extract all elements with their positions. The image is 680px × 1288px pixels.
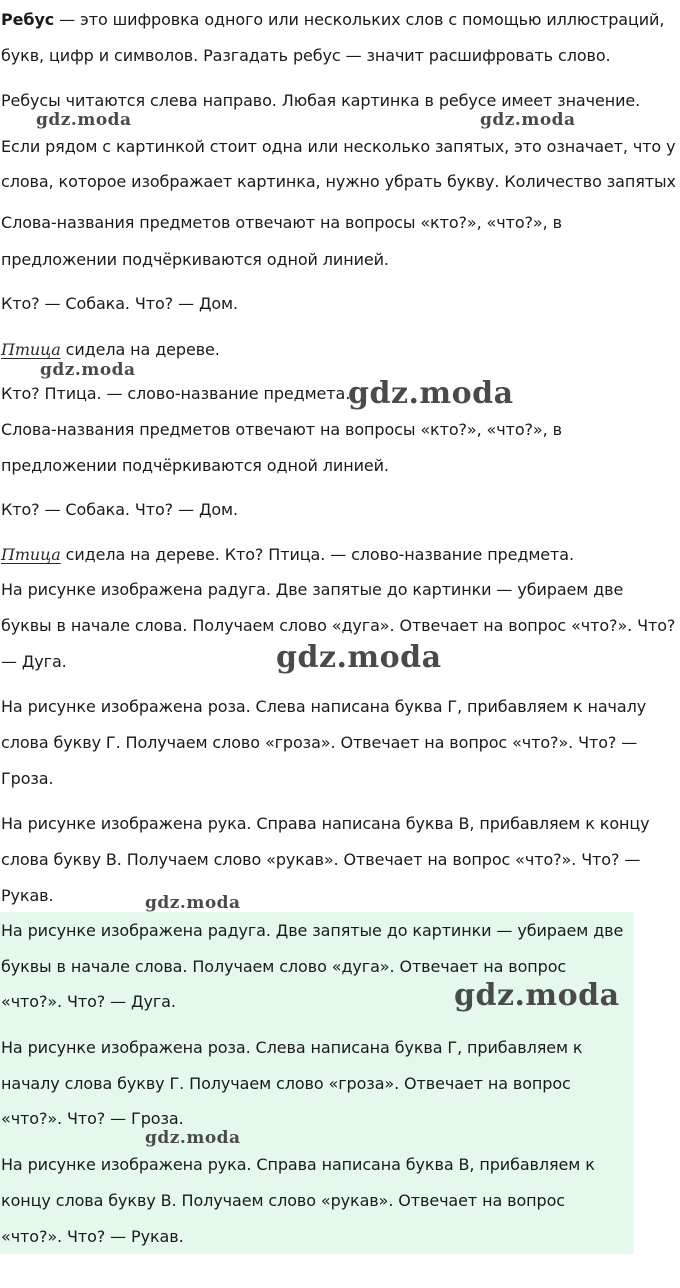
- block2-example: Птица сидела на дереве. Кто? Птица. — слово-название предмета.: [1, 545, 574, 564]
- definition-line-2: букв, цифр и символов. Разгадать ребус — значит расшифровать слово.: [1, 46, 611, 65]
- watermark: gdz.moda: [145, 1128, 241, 1148]
- block1-example: Птица сидела на дереве.: [1, 340, 220, 359]
- underlined-word: Птица: [1, 545, 61, 564]
- block2-line-3: Кто? — Собака. Что? — Дом.: [1, 500, 238, 519]
- definition-line-1: Ребус — это шифровка одного или нескольких слов с помощью иллюстраций,: [1, 10, 665, 29]
- rules-line-2: Если рядом с картинкой стоит одна или несколько запятых, это означает, что у: [1, 137, 676, 156]
- watermark: gdz.moda: [36, 110, 132, 130]
- answer1-line-1: На рисунке изображена радуга. Две запятые до картинки — убираем две: [1, 580, 624, 599]
- highlight3-line-3: «что?». Что? — Рукав.: [1, 1227, 184, 1246]
- rules-line-3: слова, которое изображает картинка, нужно убрать букву. Количество запятых: [1, 172, 676, 191]
- answer3-line-3: Рукав.: [1, 886, 54, 905]
- highlight1-line-2: буквы в начале слова. Получаем слово «дуга». Отвечает на вопрос: [1, 957, 567, 976]
- highlight3-line-1: На рисунке изображена рука. Справа написана буква В, прибавляем к: [1, 1155, 595, 1174]
- answer1-line-2: буквы в начале слова. Получаем слово «дуга». Отвечает на вопрос «что?». Что?: [1, 616, 676, 635]
- highlight1-line-1: На рисунке изображена радуга. Две запятые до картинки — убираем две: [1, 921, 624, 940]
- watermark: gdz.moda: [40, 360, 136, 380]
- answer3-line-1: На рисунке изображена рука. Справа написана буква В, прибавляем к концу: [1, 814, 650, 833]
- block1-line-5: Кто? Птица. — слово-название предмета.: [1, 384, 351, 403]
- watermark: gdz.moda: [145, 893, 241, 913]
- block1-line-1: Слова-названия предметов отвечают на вопросы «кто?», «что?», в: [1, 213, 562, 232]
- highlight2-line-3: «что?». Что? — Гроза.: [1, 1109, 184, 1128]
- watermark: gdz.moda: [454, 978, 620, 1013]
- watermark: gdz.moda: [480, 110, 576, 130]
- highlight2-line-1: На рисунке изображена роза. Слева написана буква Г, прибавляем к: [1, 1038, 583, 1057]
- rules-line-1: Ребусы читаются слева направо. Любая картинка в ребусе имеет значение.: [1, 91, 641, 110]
- answer3-line-2: слова букву В. Получаем слово «рукав». Отвечает на вопрос «что?». Что? —: [1, 850, 641, 869]
- underlined-word: Птица: [1, 340, 61, 359]
- block1-line-3: Кто? — Собака. Что? — Дом.: [1, 294, 238, 313]
- block2-line-1: Слова-названия предметов отвечают на вопросы «кто?», «что?», в: [1, 420, 562, 439]
- term-rebus: Ребус: [1, 10, 55, 29]
- highlight3-line-2: концу слова букву В. Получаем слово «рукав». Отвечает на вопрос: [1, 1191, 565, 1210]
- watermark: gdz.moda: [348, 376, 514, 411]
- watermark: gdz.moda: [276, 640, 442, 675]
- answer2-line-3: Гроза.: [1, 769, 54, 788]
- answer1-line-3: — Дуга.: [1, 652, 67, 671]
- answer2-line-1: На рисунке изображена роза. Слева написана буква Г, прибавляем к началу: [1, 697, 647, 716]
- block2-line-2: предложении подчёркиваются одной линией.: [1, 456, 389, 475]
- highlight2-line-2: началу слова букву Г. Получаем слово «гроза». Отвечает на вопрос: [1, 1074, 571, 1093]
- answer2-line-2: слова букву Г. Получаем слово «гроза». Отвечает на вопрос «что?». Что? —: [1, 733, 638, 752]
- block1-line-2: предложении подчёркиваются одной линией.: [1, 250, 389, 269]
- highlight1-line-3: «что?». Что? — Дуга.: [1, 992, 176, 1011]
